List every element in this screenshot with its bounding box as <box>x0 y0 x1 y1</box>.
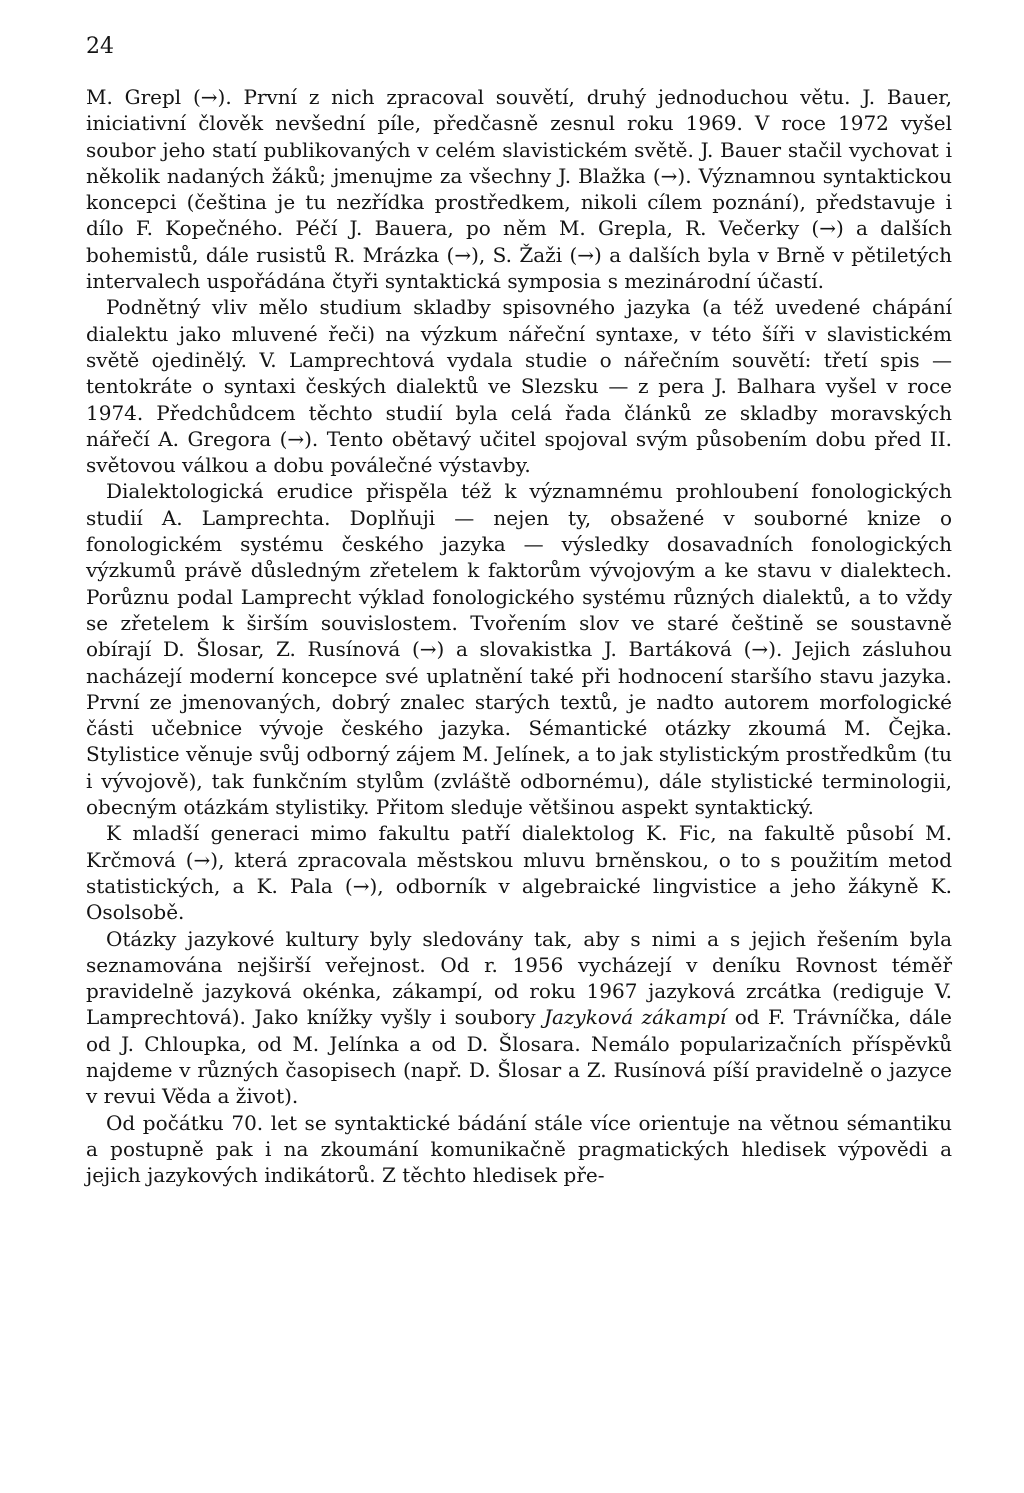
paragraph-5-text-after: od F. Trávníčka, dále od J. Chloupka, od M. Jelínka a od D. Šlosara. Nemálo popularizačních příspěvků najdeme v různých časopisech (např. D. Šlosar a Z. Rusínová píší pravidelně o jazyce v revui Věda a život). <box>86 1005 953 1109</box>
paragraph-5-text-before: Otázky jazykové kultury byly sledovány tak, aby s nimi a s jejich řešením byla seznamována nejširší veřejnost. Od r. 1956 vycházejí v deníku Rovnost téměř pravidelně jazyková okénka, zákampí, od roku 1967 jazyková zrcátka (rediguje V. Lamprechtová). Jako knížky vyšly i soubory <box>86 926 952 1030</box>
page-number: 24 <box>86 34 114 59</box>
paragraph-2: Podnětný vliv mělo studium skladby spisovného jazyka (a též uvedené chápání dialektu jako mluvené řeči) na výzkum nářeční syntaxe, v této šíři v slavistickém světě ojedinělý. V. Lamprechtová vydala studie o nářečním souvětí: třetí spis — tentokráte o syntaxi českých dialektů ve Slezsku — z pera J. Balhara vyšel v roce 1974. Předchůdcem těchto studií byla celá řada článků ze skladby moravských nářečí A. Gregora (→). Tento obětavý učitel spojoval svým působením dobu před II. světovou válkou a dobu poválečné výstavby. <box>86 295 952 478</box>
paragraph-6: Od počátku 70. let se syntaktické bádání stále více orientuje na větnou sémantiku a postupně pak i na zkoumání komunikačně pragmatických hledisek výpovědi a jejich jazykových indikátorů. Z těchto hledisek pře- <box>86 1110 952 1188</box>
paragraph-3: Dialektologická erudice přispěla též k významnému prohloubení fonologických studií A. Lamprechta. Doplňuji — nejen ty, obsažené v souborné knize o fonologickém systému českého jazyka — výsledky dosavadních fonologických výzkumů právě důsledným zřetelem k faktorům vývojovým a ke stavu v dialektech. Porůznu podal Lamprecht výklad fonologického systému různých dialektů, a to vždy se zřetelem k širším souvislostem. Tvořením slov ve staré češtině se soustavně obírají D. Šlosar, Z. Rusínová (→) a slovakistka J. Bartáková (→). Jejich zásluhou nacházejí moderní koncepce své uplatnění také při hodnocení staršího stavu jazyka. První ze jmenovaných, dobrý znalec starých textů, je nadto autorem morfologické části učebnice vývoje českého jazyka. Sémantické otázky zkoumá M. Čejka. Stylistice věnuje svůj odborný zájem M. Jelínek, a to jak stylistickým prostředkům (tu i vývojově), tak funkčním stylům (zvláště odbornému), dále stylistické terminologii, obecným otázkám stylistiky. Přitom sleduje většinou aspekt syntaktický. <box>86 479 952 820</box>
document-body <box>86 84 952 1188</box>
paragraph-5 <box>86 926 952 1110</box>
paragraph-4: K mladší generaci mimo fakultu patří dialektolog K. Fic, na fakultě působí M. Krčmová (→), která zpracovala městskou mluvu brněnskou, o to s použitím metod statistických, a K. Pala (→), odborník v algebraické lingvistice a jeho žákyně K. Osolsobě. <box>86 821 952 925</box>
paragraph-1: M. Grepl (→). První z nich zpracoval souvětí, druhý jednoduchou větu. J. Bauer, iniciativní člověk nevšední píle, předčasně zesnul roku 1969. V roce 1972 vyšel soubor jeho statí publikovaných v celém slavistickém světě. J. Bauer stačil vychovat i několik nadaných žáků; jmenujme za všechny J. Blažka (→). Významnou syntaktickou koncepci (čeština je tu nezřídka prostředkem, nikoli cílem poznání), představuje i dílo F. Kopečného. Péčí J. Bauera, po něm M. Grepla, R. Večerky (→) a dalších bohemistů, dále rusistů R. Mrázka (→), S. Žaži (→) a dalších byla v Brně v pětiletých intervalech uspořádána čtyři syntaktická symposia s mezinárodní účastí. <box>86 85 952 294</box>
book-title: Jazyková zákampí <box>543 1005 727 1030</box>
